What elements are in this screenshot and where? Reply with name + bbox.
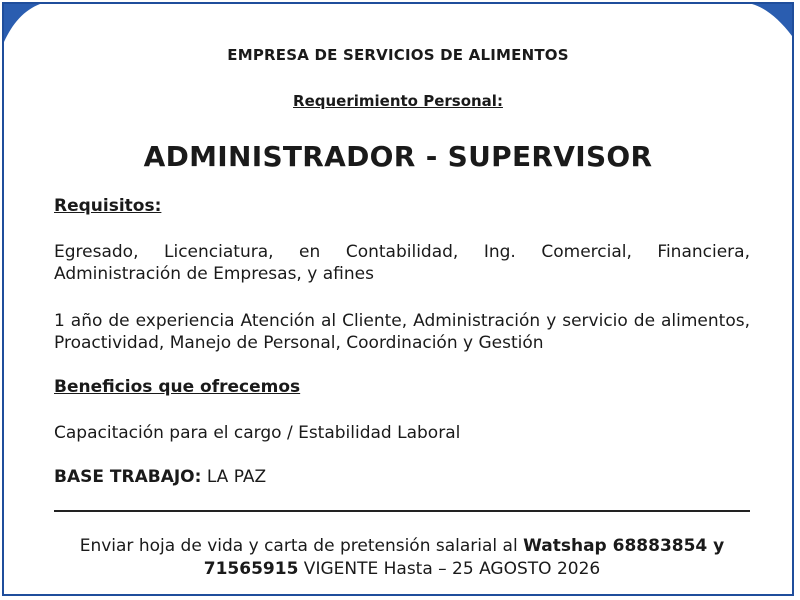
work-base-value: LA PAZ: [201, 467, 267, 487]
validity-date: VIGENTE Hasta – 25 AGOSTO 2026: [298, 559, 601, 579]
requirement-item-education: Egresado, Licenciatura, en Contabilidad, Ing. Comercial, Financiera, Administración de Empresas, y afines: [54, 242, 750, 284]
application-instructions: [54, 535, 750, 581]
divider-line: [54, 510, 750, 512]
benefits-text: Capacitación para el cargo / Estabilidad Laboral: [54, 423, 461, 443]
requirement-subtitle: Requerimiento Personal:: [293, 92, 503, 110]
requirement-item-experience: 1 año de experiencia Atención al Cliente, Administración y servicio de alimentos, Proactividad, Manejo de Personal, Coordinación y Gestión: [54, 311, 750, 353]
requirements-heading: Requisitos:: [54, 196, 162, 216]
whatsapp-contact: Watshap 68883854 y 71565915: [203, 536, 725, 579]
work-base-label: BASE TRABAJO:: [54, 467, 202, 487]
benefits-heading: Beneficios que ofrecemos: [54, 377, 301, 397]
position-title: ADMINISTRADOR - SUPERVISOR: [143, 140, 653, 173]
corner-decoration-top-right: [748, 4, 792, 38]
work-base: [54, 466, 750, 488]
application-intro: Enviar hoja de vida y carta de pretensión salarial al: [79, 536, 524, 556]
document-frame: [2, 2, 794, 596]
company-name: EMPRESA DE SERVICIOS DE ALIMENTOS: [227, 46, 569, 64]
corner-decoration-top-left: [4, 4, 44, 44]
